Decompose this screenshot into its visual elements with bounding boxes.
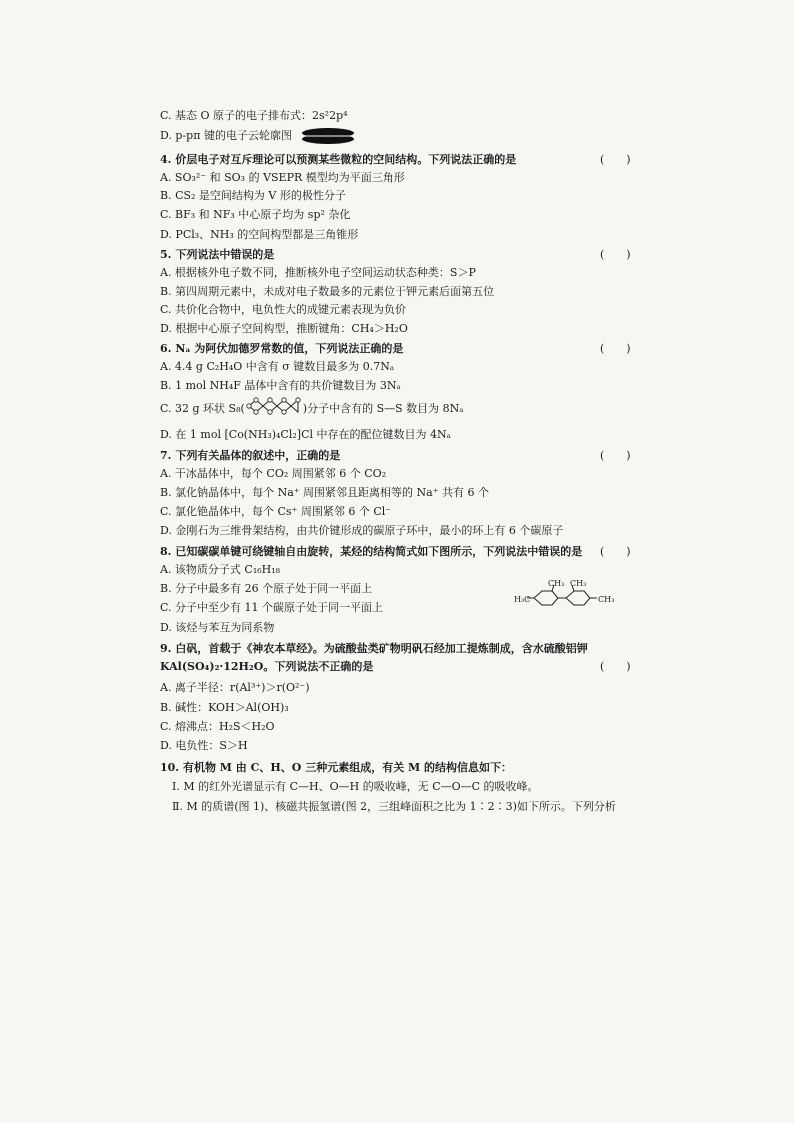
q9-answer-bracket: ( ) <box>600 660 631 673</box>
q9-option-a: A. 离子半径：r(Al³⁺)＞r(O²⁻) <box>160 681 310 694</box>
q7-answer-bracket: ( ) <box>600 449 631 462</box>
q5-stem: 5. 下列说法中错误的是 <box>160 248 275 261</box>
q8-stem: 8. 已知碳碳单键可绕键轴自由旋转，某烃的结构简式如下图所示，下列说法中错误的是 <box>160 545 583 558</box>
q3-option-d <box>160 129 640 143</box>
q7-option-c: C. 氯化铯晶体中，每个 Cs⁺ 周围紧邻 6 个 Cl⁻ <box>160 505 392 518</box>
q6-option-a: A. 4.4 g C₂H₄O 中含有 σ 键数目最多为 0.7Nₐ <box>160 360 395 373</box>
s8-ring-icon <box>245 396 303 416</box>
q4-option-c: C. BF₃ 和 NF₃ 中心原子均为 sp² 杂化 <box>160 208 351 221</box>
q7-option-b: B. 氯化钠晶体中，每个 Na⁺ 周围紧邻且距离相等的 Na⁺ 共有 6 个 <box>160 486 490 499</box>
q4-stem: 4. 价层电子对互斥理论可以预测某些微粒的空间结构。下列说法正确的是 <box>160 153 517 166</box>
q6-option-c-text-2: )分子中含有的 S—S 数目为 8Nₐ <box>302 402 464 415</box>
q9-stem-line-2: KAl(SO₄)₂·12H₂O。下列说法不正确的是 <box>160 660 374 673</box>
q9-stem-line-1: 9. 白矾，首载于《神农本草经》。为硫酸盐类矿物明矾石经加工提炼制成，含水硫酸铝钾 <box>160 642 588 655</box>
q6-option-b: B. 1 mol NH₄F 晶体中含有的共价键数目为 3Nₐ <box>160 379 401 392</box>
q10-info-1: Ⅰ. M 的红外光谱显示有 C—H、O—H 的吸收峰，无 C—O—C 的吸收峰。 <box>172 780 539 793</box>
q9-option-d: D. 电负性：S＞H <box>160 739 248 752</box>
q3-option-d-text: D. p-pπ 键的电子云轮廓图 <box>160 129 292 142</box>
q8-option-d: D. 该烃与苯互为同系物 <box>160 621 275 634</box>
q8-answer-bracket: ( ) <box>600 545 631 558</box>
q8-option-c: C. 分子中至少有 11 个碳原子处于同一平面上 <box>160 601 384 614</box>
q6-option-c <box>160 402 640 416</box>
q4-answer-bracket: ( ) <box>600 153 631 166</box>
p-p-pi-orbital-icon <box>300 127 356 145</box>
q7-option-a: A. 干冰晶体中，每个 CO₂ 周围紧邻 6 个 CO₂ <box>160 467 387 480</box>
q5-answer-bracket: ( ) <box>600 248 631 261</box>
q5-option-b: B. 第四周期元素中，未成对电子数最多的元素位于钾元素后面第五位 <box>160 285 495 298</box>
q8-option-a: A. 该物质分子式 C₁₆H₁₈ <box>160 563 281 576</box>
molecule-label-top-left: CH₃ <box>548 579 565 588</box>
q7-stem: 7. 下列有关晶体的叙述中，正确的是 <box>160 449 341 462</box>
molecule-label-right: CH₃ <box>598 595 615 604</box>
q6-option-c-text-1: C. 32 g 环状 S₈( <box>160 402 245 415</box>
s8-ring-slot <box>245 402 303 412</box>
q5-option-d: D. 根据中心原子空间构型，推断键角：CH₄＞H₂O <box>160 322 408 335</box>
q6-option-d: D. 在 1 mol [Co(NH₃)₄Cl₂]Cl 中存在的配位键数目为 4Nₐ <box>160 428 451 441</box>
q6-stem: 6. Nₐ 为阿伏加德罗常数的值，下列说法正确的是 <box>160 342 404 355</box>
q4-option-d: D. PCl₃、NH₃ 的空间构型都是三角锥形 <box>160 228 359 241</box>
q10-info-2: Ⅱ. M 的质谱(图 1)、核磁共振氢谱(图 2，三组峰面积之比为 1∶2∶3)如下所示。下列分析 <box>172 800 616 813</box>
molecule-label-left: H₃C <box>514 595 531 604</box>
q5-option-c: C. 共价化合物中，电负性大的成键元素表现为负价 <box>160 303 407 316</box>
q6-answer-bracket: ( ) <box>600 342 631 355</box>
q10-stem: 10. 有机物 M 由 C、H、O 三种元素组成，有关 M 的结构信息如下： <box>160 761 513 774</box>
q9-option-c: C. 熔沸点：H₂S＜H₂O <box>160 720 275 733</box>
q4-option-b: B. CS₂ 是空间结构为 V 形的极性分子 <box>160 189 346 202</box>
q5-option-a: A. 根据核外电子数不同，推断核外电子空间运动状态种类：S＞P <box>160 266 476 279</box>
molecule-label-top-right: CH₃ <box>570 579 587 588</box>
q7-option-d: D. 金刚石为三维骨架结构，由共价键形成的碳原子环中，最小的环上有 6 个碳原子 <box>160 524 564 537</box>
q4-option-a: A. SO₃²⁻ 和 SO₃ 的 VSEPR 模型均为平面三角形 <box>160 171 405 184</box>
q3-option-c: C. 基态 O 原子的电子排布式：2s²2p⁴ <box>160 109 348 122</box>
q9-option-b: B. 碱性：KOH＞Al(OH)₃ <box>160 701 289 714</box>
q8-option-b: B. 分子中最多有 26 个原子处于同一平面上 <box>160 582 373 595</box>
